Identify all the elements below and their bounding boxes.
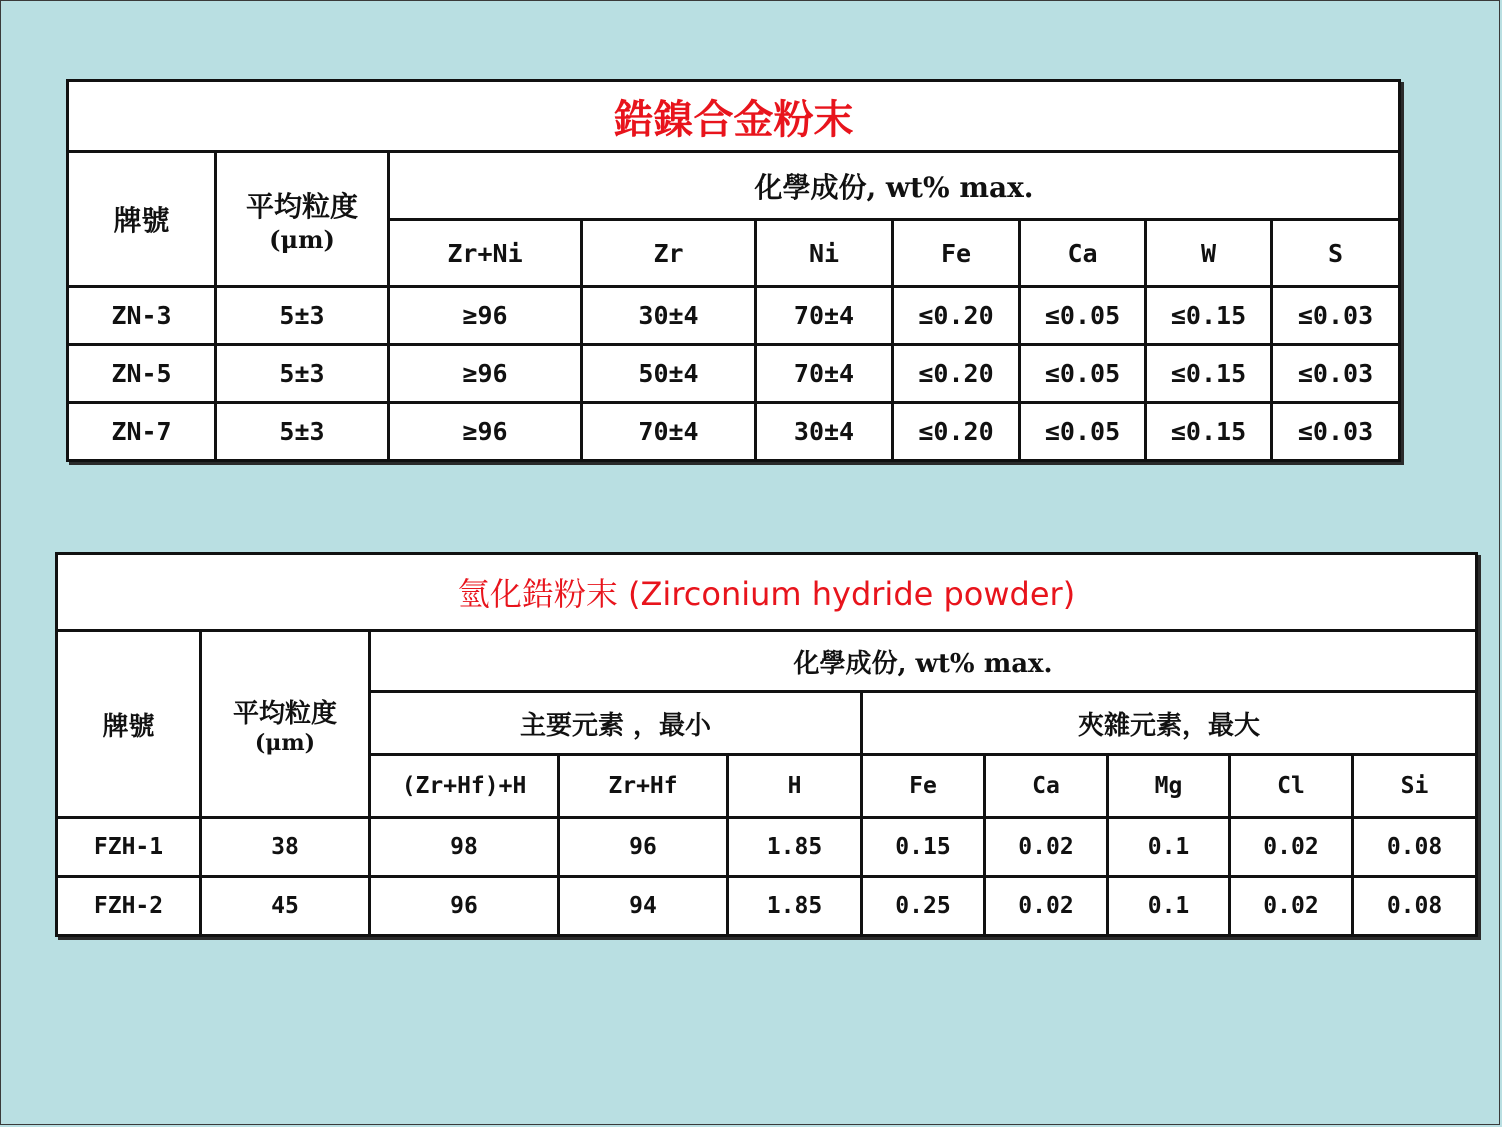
value-cell: ≥96 <box>389 345 582 403</box>
particle-size-label: 平均粒度 <box>245 189 358 223</box>
table-row <box>68 345 1400 403</box>
value-cell: 70±4 <box>756 287 893 345</box>
value-cell: ≤0.03 <box>1272 403 1400 461</box>
value-cell: ≤0.15 <box>1146 287 1272 345</box>
value-cell: ≤0.15 <box>1146 403 1272 461</box>
value-cell: ≤0.05 <box>1020 345 1146 403</box>
value-cell: 0.1 <box>1108 818 1230 877</box>
element-header: Cl <box>1230 755 1353 818</box>
value-cell: 0.25 <box>862 877 985 936</box>
composition-header: 化學成份, wt% max. <box>370 631 1477 692</box>
value-cell: 98 <box>370 818 559 877</box>
value-cell: 0.02 <box>985 877 1108 936</box>
value-cell: 0.15 <box>862 818 985 877</box>
value-cell: ≤0.03 <box>1272 345 1400 403</box>
brand-cell: FZH-1 <box>57 818 201 877</box>
value-cell: ≤0.05 <box>1020 287 1146 345</box>
value-cell: 1.85 <box>728 877 862 936</box>
element-header: Zr <box>582 220 756 287</box>
value-cell: ≤0.15 <box>1146 345 1272 403</box>
particle-size-unit: (μm) <box>269 224 335 254</box>
brand-cell: ZN-7 <box>68 403 216 461</box>
impurity-elements-header: 夾雜元素，最大 <box>862 692 1477 755</box>
main-elements-header: 主要元素 ，最小 <box>370 692 862 755</box>
particle-size-label: 平均粒度 <box>232 698 337 729</box>
size-cell: 45 <box>201 877 370 936</box>
particle-size-header <box>216 152 389 287</box>
size-cell: 5±3 <box>216 403 389 461</box>
element-header: S <box>1272 220 1400 287</box>
value-cell: ≤0.05 <box>1020 403 1146 461</box>
element-header: Si <box>1353 755 1477 818</box>
value-cell: ≤0.20 <box>893 403 1020 461</box>
value-cell: ≥96 <box>389 403 582 461</box>
element-header: Zr+Hf <box>559 755 728 818</box>
element-header: Ca <box>985 755 1108 818</box>
element-header: Mg <box>1108 755 1230 818</box>
value-cell: 0.08 <box>1353 877 1477 936</box>
value-cell: 30±4 <box>756 403 893 461</box>
element-header: (Zr+Hf)+H <box>370 755 559 818</box>
value-cell: 0.1 <box>1108 877 1230 936</box>
table-title: 氫化鋯粉末 (Zirconium hydride powder) <box>57 554 1477 631</box>
value-cell: 0.02 <box>1230 818 1353 877</box>
zirconium-nickel-alloy-table <box>66 79 1401 462</box>
table-title: 鋯鎳合金粉末 <box>68 81 1400 152</box>
brand-header: 牌號 <box>57 631 201 818</box>
element-header: Ca <box>1020 220 1146 287</box>
composition-header: 化學成份, wt% max. <box>389 152 1400 220</box>
size-cell: 5±3 <box>216 287 389 345</box>
table-row <box>68 287 1400 345</box>
element-header: Fe <box>893 220 1020 287</box>
element-header: Ni <box>756 220 893 287</box>
size-cell: 5±3 <box>216 345 389 403</box>
particle-size-unit: (μm) <box>254 729 316 756</box>
brand-cell: ZN-3 <box>68 287 216 345</box>
value-cell: ≥96 <box>389 287 582 345</box>
size-cell: 38 <box>201 818 370 877</box>
brand-header: 牌號 <box>68 152 216 287</box>
brand-cell: ZN-5 <box>68 345 216 403</box>
value-cell: 0.08 <box>1353 818 1477 877</box>
value-cell: 30±4 <box>582 287 756 345</box>
element-header: W <box>1146 220 1272 287</box>
value-cell: 50±4 <box>582 345 756 403</box>
value-cell: 96 <box>370 877 559 936</box>
value-cell: 70±4 <box>582 403 756 461</box>
element-header: Fe <box>862 755 985 818</box>
value-cell: 0.02 <box>985 818 1108 877</box>
table-row <box>68 403 1400 461</box>
value-cell: 96 <box>559 818 728 877</box>
element-header: H <box>728 755 862 818</box>
value-cell: 0.02 <box>1230 877 1353 936</box>
value-cell: ≤0.03 <box>1272 287 1400 345</box>
particle-size-header <box>201 631 370 818</box>
table-row <box>57 818 1477 877</box>
value-cell: ≤0.20 <box>893 345 1020 403</box>
element-header: Zr+Ni <box>389 220 582 287</box>
zirconium-hydride-table <box>55 552 1478 937</box>
value-cell: ≤0.20 <box>893 287 1020 345</box>
value-cell: 94 <box>559 877 728 936</box>
value-cell: 1.85 <box>728 818 862 877</box>
value-cell: 70±4 <box>756 345 893 403</box>
table-row <box>57 877 1477 936</box>
brand-cell: FZH-2 <box>57 877 201 936</box>
